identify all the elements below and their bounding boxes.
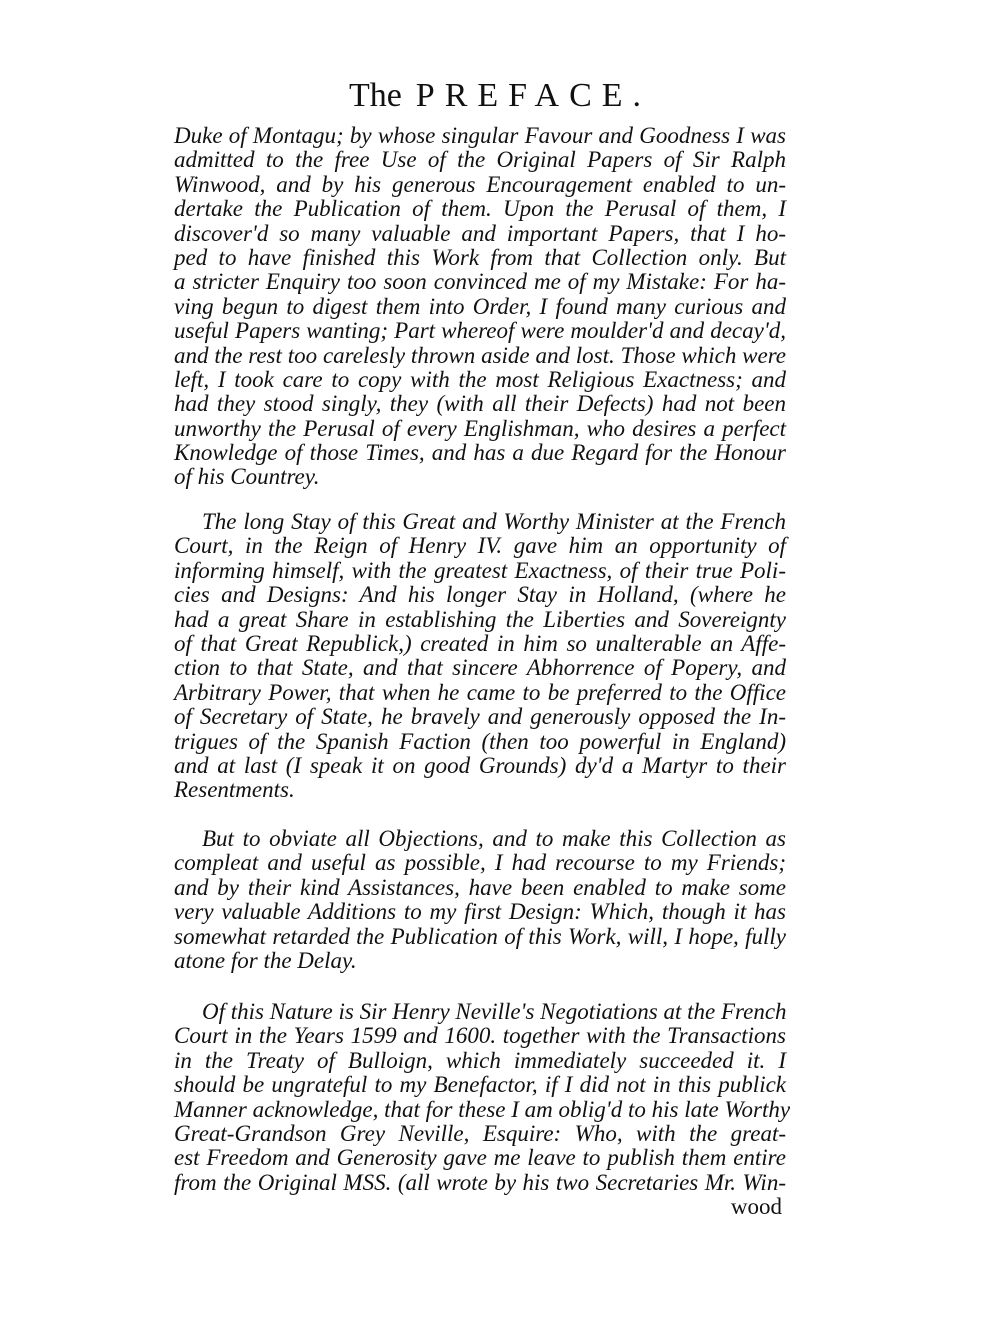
text-line: cies and Designs: And his longer Stay in Holland, (where he — [174, 582, 786, 608]
text-line: useful Papers wanting; Part whereof were moulder'd and decay'd, — [174, 318, 786, 344]
text-line: unworthy the Perusal of every Englishman, who desires a perfect — [174, 415, 786, 441]
text-line: Of this Nature is Sir Henry Neville's Negotiations at the French — [202, 999, 787, 1024]
text-line: from the Original MSS. (all wrote by his two Secretaries Mr. Win- — [174, 1169, 786, 1195]
text-line: ped to have finished this Work from that Collection only. But — [174, 244, 786, 270]
text-line: atone for the Delay. — [174, 947, 357, 973]
text-line: Resentments. — [174, 777, 295, 803]
paragraph-2 — [174, 510, 786, 803]
text-line: compleat and useful as possible, I had recourse to my Friends; — [174, 850, 786, 876]
text-line: left, I took care to copy with the most Religious Exactness; and — [174, 366, 786, 392]
text-line: of Secretary of State, he bravely and generously opposed the In- — [174, 704, 786, 730]
running-head-title: PREFACE. — [415, 77, 652, 114]
text-line: in the Treaty of Bulloign, which immediately succeeded it. I — [174, 1047, 786, 1073]
text-line: very valuable Additions to my first Design: Which, though it has — [174, 899, 786, 925]
text-line: a stricter Enquiry too soon convinced me of my Mistake: For ha- — [174, 269, 786, 295]
paragraph-4 — [174, 999, 791, 1195]
text-line: Duke of Montagu; by whose singular Favour and Goodness I was — [174, 123, 786, 148]
text-line: and the rest too carelesly thrown aside and lost. Those which were — [174, 342, 786, 368]
text-line: Knowledge of those Times, and has a due Regard for the Honour — [174, 440, 786, 466]
text-line: Great-Grandson Grey Neville, Esquire: Who, with the great- — [174, 1120, 786, 1146]
text-line: trigues of the Spanish Faction (then too powerful in England) — [174, 728, 786, 754]
text-line: Winwood, and by his generous Encouragement enabled to un- — [174, 171, 786, 197]
text-line: Manner acknowledge, that for these I am oblig'd to his late Worthy — [174, 1096, 791, 1122]
text-line: discover'd so many valuable and important Papers, that I ho- — [174, 220, 786, 246]
text-line: est Freedom and Generosity gave me leave to publish them entire — [174, 1145, 786, 1171]
text-line: and by their kind Assistances, have been enabled to make some — [174, 874, 786, 900]
text-line: ving begun to digest them into Order, I found many curious and — [174, 293, 786, 319]
text-line: informing himself, with the greatest Exactness, of their true Poli- — [174, 557, 786, 583]
text-line: dertake the Publication of them. Upon the Perusal of them, I — [174, 196, 786, 222]
text-line: Arbitrary Power, that when he came to be preferred to the Office — [174, 679, 786, 705]
text-line: of that Great Republick,) created in him so unalterable an Affe- — [174, 630, 786, 656]
text-line: admitted to the free Use of the Original Papers of Sir Ralph — [174, 147, 786, 173]
text-line: should be ungrateful to my Benefactor, if I did not in this publick — [174, 1072, 786, 1098]
text-line: But to obviate all Objections, and to make this Collection as — [202, 826, 786, 851]
text-line: had they stood singly, they (with all their Defects) had not been — [174, 391, 786, 417]
text-line: of his Countrey. — [174, 464, 320, 490]
text-line: Court in the Years 1599 and 1600. together with the Transactions — [174, 1023, 786, 1049]
paragraph-3 — [174, 827, 786, 973]
catchword: wood — [730, 1194, 782, 1219]
running-head — [0, 76, 1000, 116]
text-line: Court, in the Reign of Henry IV. gave him an opportunity of — [174, 533, 786, 559]
running-head-the: The — [348, 77, 402, 114]
paragraph-1 — [174, 124, 786, 490]
text-line: and at last (I speak it on good Grounds) dy'd a Martyr to their — [174, 752, 786, 778]
text-line: somewhat retarded the Publication of this Work, will, I hope, fully — [174, 923, 786, 949]
text-line: ction to that State, and that sincere Abhorrence of Popery, and — [174, 655, 786, 681]
text-line: The long Stay of this Great and Worthy Minister at the French — [202, 509, 786, 534]
text-line: had a great Share in establishing the Liberties and Sovereignty — [174, 606, 786, 632]
